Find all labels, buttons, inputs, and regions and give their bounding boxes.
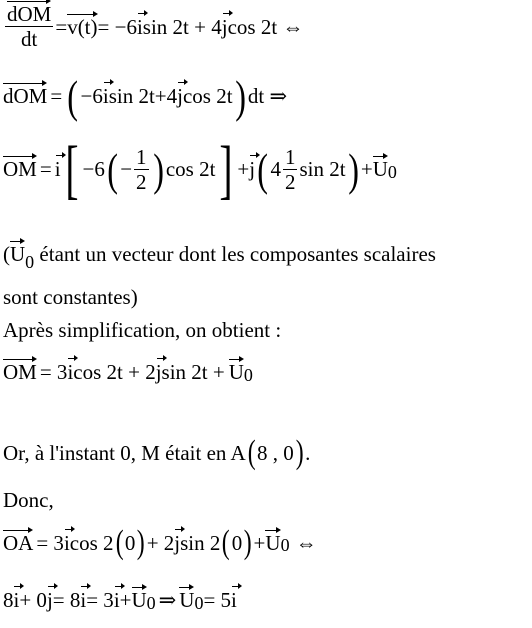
text-segment: sin 2t: [299, 157, 346, 182]
vector-OM: OM: [3, 157, 37, 182]
paren-open: (: [257, 144, 269, 195]
unit-vector-i: i: [231, 588, 237, 612]
subscript: 0: [194, 592, 204, 613]
unit-vector-i: i: [54, 157, 61, 182]
point-coordinates: 8 , 0: [256, 440, 294, 465]
vector-U0: U: [179, 588, 195, 612]
text-segment: Après simplification, on obtient :: [3, 318, 282, 342]
paren-close: ): [243, 524, 252, 561]
plus-sign: +: [360, 157, 373, 182]
paren-close: ): [234, 71, 246, 122]
vector-U0: U: [228, 360, 244, 384]
text-segment: Or, à l'instant 0, M était en A: [3, 440, 246, 465]
text-segment: 0: [124, 530, 136, 555]
unit-vector-i: i: [63, 530, 70, 555]
unit-vector-j: j: [249, 157, 256, 182]
equation-simplified: [3, 362, 253, 383]
vector-OA: OA: [3, 530, 34, 555]
text-segment: sin 2: [180, 530, 221, 555]
vector-dOM: dOM: [3, 84, 48, 109]
equals-sign: =: [39, 157, 52, 182]
text-segment: 4: [270, 157, 281, 182]
equation-differential: [3, 71, 288, 122]
vector-U0: U: [131, 588, 147, 612]
paren-open: (: [222, 524, 231, 561]
text-segment: + 2: [146, 530, 175, 555]
plus-sign: +: [253, 530, 266, 555]
text-segment: sin 2t +: [161, 360, 225, 384]
unit-vector-j: j: [221, 14, 228, 39]
text-segment: = −6: [97, 14, 137, 39]
equation-derivative: [3, 4, 303, 50]
subscript: 0: [387, 161, 397, 182]
paren-close: ): [152, 144, 164, 195]
text-segment: = 8: [52, 588, 81, 612]
text-segment: cos 2: [69, 530, 114, 555]
implies-arrow: ⇒: [158, 588, 177, 612]
subscript: 0: [280, 535, 290, 556]
text-line: [3, 320, 281, 341]
unit-vector-i: i: [67, 360, 74, 384]
paren-open: (: [247, 434, 256, 471]
paren-close: ): [347, 144, 359, 195]
unit-vector-j: j: [174, 530, 181, 555]
text-segment: cos 2t: [165, 157, 216, 182]
subscript: 0: [25, 252, 35, 273]
text-segment: cos 2t + 2: [73, 360, 156, 384]
unit-vector-i: i: [102, 84, 109, 109]
paren-text: (: [3, 242, 10, 266]
unit-vector-j: j: [155, 360, 162, 384]
fraction-dOM-dt: [5, 4, 53, 50]
text-segment: étant un vecteur dont les composantes scalaires: [34, 242, 436, 266]
subscript: 0: [146, 592, 156, 613]
text-segment: cos 2t ⇔: [227, 14, 304, 39]
bracket-close: ]: [219, 133, 234, 206]
unit-vector-j: j: [46, 588, 53, 612]
vector-U0: U: [265, 530, 281, 555]
fraction-denominator: dt: [21, 27, 38, 51]
vector-U0: U: [372, 157, 388, 182]
text-segment: = 3: [39, 360, 68, 384]
paren-open: (: [115, 524, 124, 561]
text-line: [3, 287, 138, 308]
paren-close: ): [295, 434, 304, 471]
text-segment: dt ⇒: [247, 84, 288, 109]
text-segment: sin 2t+4: [108, 84, 178, 109]
equation-integral: [3, 133, 397, 206]
text-line: [3, 242, 436, 273]
minus-sign: −: [120, 157, 133, 182]
text-segment: 0: [231, 530, 243, 555]
fraction-one-half: $\frac{1}{2}$: [136, 144, 147, 194]
vector-velocity: v(t): [67, 14, 98, 39]
unit-vector-i: i: [136, 14, 143, 39]
bracket-open: [: [64, 133, 79, 206]
text-segment: Donc,: [3, 488, 54, 512]
plus-sign: +: [119, 588, 132, 612]
unit-vector-j: j: [177, 84, 183, 109]
equation-result: [3, 590, 237, 611]
text-segment: −6: [82, 157, 105, 182]
plus-sign: +: [237, 157, 250, 182]
text-segment: ⇔: [295, 530, 317, 555]
vector-OM: dOM: [7, 2, 52, 26]
text-segment: sont constantes): [3, 285, 138, 309]
paren-close: ): [137, 524, 145, 561]
text-line-initial-condition: [3, 434, 311, 471]
text-segment: = 3: [36, 530, 64, 555]
vector-OM: OM: [3, 360, 37, 384]
paren-open: (: [67, 71, 79, 122]
text-segment: −6: [80, 84, 103, 109]
equation-at-zero: [3, 524, 317, 561]
text-segment: 8: [3, 588, 14, 612]
text-segment: = 5: [203, 588, 232, 612]
text-segment: .: [305, 440, 311, 465]
equals-sign: =: [50, 84, 63, 109]
equals-sign: =: [55, 14, 68, 39]
text-line: [3, 490, 54, 511]
unit-vector-i: i: [113, 588, 120, 612]
paren-open: (: [107, 144, 118, 195]
fraction-one-half: $\frac{1}{2}$: [284, 144, 296, 194]
unit-vector-i: i: [80, 588, 87, 612]
text-segment: + 0: [19, 588, 47, 612]
vector-U0: U: [10, 242, 26, 266]
unit-vector-i: i: [13, 588, 20, 612]
subscript: 0: [243, 364, 253, 385]
text-segment: cos 2t: [182, 84, 233, 109]
text-segment: = 3: [86, 588, 114, 612]
text-segment: sin 2t + 4: [142, 14, 222, 39]
